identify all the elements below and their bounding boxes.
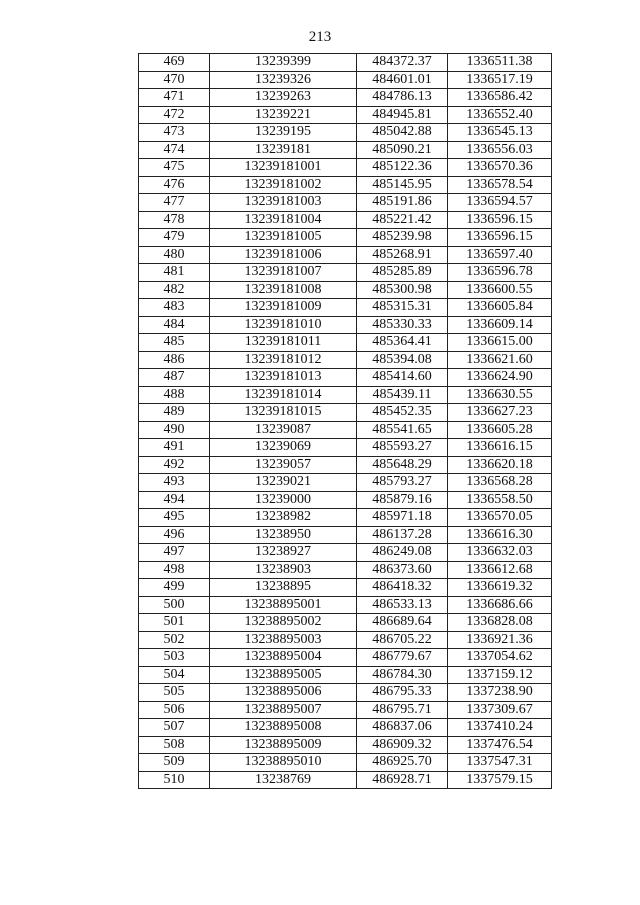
x-coordinate-cell: 485414.60 — [357, 369, 448, 387]
point-id-cell: 13239087 — [210, 421, 357, 439]
point-id-cell: 13239195 — [210, 124, 357, 142]
y-coordinate-cell: 1336570.05 — [448, 509, 552, 527]
row-index-cell: 491 — [139, 439, 210, 457]
point-id-cell: 13239000 — [210, 491, 357, 509]
row-index-cell: 509 — [139, 754, 210, 772]
x-coordinate-cell: 486795.71 — [357, 701, 448, 719]
x-coordinate-cell: 485394.08 — [357, 351, 448, 369]
row-index-cell: 469 — [139, 54, 210, 72]
y-coordinate-cell: 1336556.03 — [448, 141, 552, 159]
y-coordinate-cell: 1336632.03 — [448, 544, 552, 562]
table-row — [139, 701, 552, 719]
y-coordinate-cell: 1337159.12 — [448, 666, 552, 684]
row-index-cell: 485 — [139, 334, 210, 352]
x-coordinate-cell: 485364.41 — [357, 334, 448, 352]
table-row — [139, 351, 552, 369]
row-index-cell: 483 — [139, 299, 210, 317]
table-row — [139, 579, 552, 597]
table-row — [139, 124, 552, 142]
row-index-cell: 507 — [139, 719, 210, 737]
table-row — [139, 754, 552, 772]
point-id-cell: 13239221 — [210, 106, 357, 124]
point-id-cell: 13239399 — [210, 54, 357, 72]
y-coordinate-cell: 1336921.36 — [448, 631, 552, 649]
table-row — [139, 141, 552, 159]
y-coordinate-cell: 1337547.31 — [448, 754, 552, 772]
x-coordinate-cell: 485793.27 — [357, 474, 448, 492]
x-coordinate-cell: 486418.32 — [357, 579, 448, 597]
y-coordinate-cell: 1336616.15 — [448, 439, 552, 457]
y-coordinate-cell: 1336597.40 — [448, 246, 552, 264]
y-coordinate-cell: 1337476.54 — [448, 736, 552, 754]
point-id-cell: 13238895003 — [210, 631, 357, 649]
table-row — [139, 439, 552, 457]
table-row — [139, 71, 552, 89]
point-id-cell: 13238895004 — [210, 649, 357, 667]
row-index-cell: 481 — [139, 264, 210, 282]
x-coordinate-cell: 486909.32 — [357, 736, 448, 754]
y-coordinate-cell: 1336627.23 — [448, 404, 552, 422]
table-row — [139, 246, 552, 264]
x-coordinate-cell: 485300.98 — [357, 281, 448, 299]
x-coordinate-cell: 485971.18 — [357, 509, 448, 527]
row-index-cell: 497 — [139, 544, 210, 562]
table-row — [139, 561, 552, 579]
x-coordinate-cell: 486925.70 — [357, 754, 448, 772]
table-row — [139, 491, 552, 509]
point-id-cell: 13239181 — [210, 141, 357, 159]
x-coordinate-cell: 486137.28 — [357, 526, 448, 544]
row-index-cell: 500 — [139, 596, 210, 614]
x-coordinate-cell: 486779.67 — [357, 649, 448, 667]
x-coordinate-cell: 485090.21 — [357, 141, 448, 159]
row-index-cell: 482 — [139, 281, 210, 299]
y-coordinate-cell: 1336605.28 — [448, 421, 552, 439]
point-id-cell: 13238895 — [210, 579, 357, 597]
table-row — [139, 316, 552, 334]
y-coordinate-cell: 1336586.42 — [448, 89, 552, 107]
row-index-cell: 508 — [139, 736, 210, 754]
table-row — [139, 106, 552, 124]
x-coordinate-cell: 485042.88 — [357, 124, 448, 142]
point-id-cell: 13238903 — [210, 561, 357, 579]
row-index-cell: 477 — [139, 194, 210, 212]
row-index-cell: 484 — [139, 316, 210, 334]
x-coordinate-cell: 485285.89 — [357, 264, 448, 282]
row-index-cell: 480 — [139, 246, 210, 264]
y-coordinate-cell: 1336609.14 — [448, 316, 552, 334]
y-coordinate-cell: 1336616.30 — [448, 526, 552, 544]
y-coordinate-cell: 1336619.32 — [448, 579, 552, 597]
y-coordinate-cell: 1336596.15 — [448, 229, 552, 247]
table-row — [139, 369, 552, 387]
table-row — [139, 229, 552, 247]
y-coordinate-cell: 1336630.55 — [448, 386, 552, 404]
y-coordinate-cell: 1336605.84 — [448, 299, 552, 317]
table-row — [139, 281, 552, 299]
table-row — [139, 526, 552, 544]
row-index-cell: 498 — [139, 561, 210, 579]
point-id-cell: 13238895006 — [210, 684, 357, 702]
y-coordinate-cell: 1336578.54 — [448, 176, 552, 194]
point-id-cell: 13239181009 — [210, 299, 357, 317]
point-id-cell: 13238895008 — [210, 719, 357, 737]
row-index-cell: 489 — [139, 404, 210, 422]
table-row — [139, 159, 552, 177]
point-id-cell: 13239181010 — [210, 316, 357, 334]
table-row — [139, 386, 552, 404]
row-index-cell: 474 — [139, 141, 210, 159]
point-id-cell: 13239181004 — [210, 211, 357, 229]
x-coordinate-cell: 485330.33 — [357, 316, 448, 334]
x-coordinate-cell: 486249.08 — [357, 544, 448, 562]
row-index-cell: 506 — [139, 701, 210, 719]
table-body — [139, 54, 552, 789]
row-index-cell: 501 — [139, 614, 210, 632]
x-coordinate-cell: 485221.42 — [357, 211, 448, 229]
point-id-cell: 13239181007 — [210, 264, 357, 282]
table-row — [139, 649, 552, 667]
x-coordinate-cell: 486705.22 — [357, 631, 448, 649]
point-id-cell: 13238895009 — [210, 736, 357, 754]
row-index-cell: 493 — [139, 474, 210, 492]
row-index-cell: 486 — [139, 351, 210, 369]
table-row — [139, 211, 552, 229]
x-coordinate-cell: 485541.65 — [357, 421, 448, 439]
x-coordinate-cell: 484601.01 — [357, 71, 448, 89]
point-id-cell: 13238769 — [210, 771, 357, 789]
table-row — [139, 299, 552, 317]
row-index-cell: 471 — [139, 89, 210, 107]
row-index-cell: 479 — [139, 229, 210, 247]
point-id-cell: 13238982 — [210, 509, 357, 527]
y-coordinate-cell: 1336552.40 — [448, 106, 552, 124]
x-coordinate-cell: 486689.64 — [357, 614, 448, 632]
table-row — [139, 264, 552, 282]
point-id-cell: 13238950 — [210, 526, 357, 544]
table-row — [139, 596, 552, 614]
table-row — [139, 194, 552, 212]
point-id-cell: 13239181003 — [210, 194, 357, 212]
coordinates-table — [138, 53, 552, 789]
row-index-cell: 510 — [139, 771, 210, 789]
y-coordinate-cell: 1336545.13 — [448, 124, 552, 142]
x-coordinate-cell: 485315.31 — [357, 299, 448, 317]
row-index-cell: 470 — [139, 71, 210, 89]
table-row — [139, 771, 552, 789]
y-coordinate-cell: 1336621.60 — [448, 351, 552, 369]
table-row — [139, 544, 552, 562]
y-coordinate-cell: 1336558.50 — [448, 491, 552, 509]
table-row — [139, 719, 552, 737]
point-id-cell: 13239057 — [210, 456, 357, 474]
y-coordinate-cell: 1336600.55 — [448, 281, 552, 299]
table-row — [139, 474, 552, 492]
point-id-cell: 13238895010 — [210, 754, 357, 772]
y-coordinate-cell: 1337309.67 — [448, 701, 552, 719]
row-index-cell: 472 — [139, 106, 210, 124]
point-id-cell: 13238895002 — [210, 614, 357, 632]
x-coordinate-cell: 486795.33 — [357, 684, 448, 702]
point-id-cell: 13239181011 — [210, 334, 357, 352]
row-index-cell: 492 — [139, 456, 210, 474]
table-row — [139, 614, 552, 632]
table-row — [139, 176, 552, 194]
y-coordinate-cell: 1336511.38 — [448, 54, 552, 72]
row-index-cell: 499 — [139, 579, 210, 597]
x-coordinate-cell: 486784.30 — [357, 666, 448, 684]
row-index-cell: 503 — [139, 649, 210, 667]
x-coordinate-cell: 484945.81 — [357, 106, 448, 124]
table-row — [139, 89, 552, 107]
page-number: 213 — [308, 29, 332, 45]
table-row — [139, 334, 552, 352]
y-coordinate-cell: 1337238.90 — [448, 684, 552, 702]
point-id-cell: 13239181012 — [210, 351, 357, 369]
y-coordinate-cell: 1336624.90 — [448, 369, 552, 387]
row-index-cell: 495 — [139, 509, 210, 527]
point-id-cell: 13238895007 — [210, 701, 357, 719]
x-coordinate-cell: 486928.71 — [357, 771, 448, 789]
y-coordinate-cell: 1337579.15 — [448, 771, 552, 789]
point-id-cell: 13239181006 — [210, 246, 357, 264]
y-coordinate-cell: 1336596.15 — [448, 211, 552, 229]
point-id-cell: 13239181002 — [210, 176, 357, 194]
row-index-cell: 473 — [139, 124, 210, 142]
table-row — [139, 509, 552, 527]
point-id-cell: 13238895001 — [210, 596, 357, 614]
x-coordinate-cell: 484372.37 — [357, 54, 448, 72]
x-coordinate-cell: 485239.98 — [357, 229, 448, 247]
x-coordinate-cell: 485268.91 — [357, 246, 448, 264]
x-coordinate-cell: 485593.27 — [357, 439, 448, 457]
row-index-cell: 504 — [139, 666, 210, 684]
row-index-cell: 502 — [139, 631, 210, 649]
row-index-cell: 475 — [139, 159, 210, 177]
y-coordinate-cell: 1336517.19 — [448, 71, 552, 89]
row-index-cell: 478 — [139, 211, 210, 229]
x-coordinate-cell: 485191.86 — [357, 194, 448, 212]
table-row — [139, 54, 552, 72]
row-index-cell: 505 — [139, 684, 210, 702]
point-id-cell: 13239181001 — [210, 159, 357, 177]
table-row — [139, 666, 552, 684]
x-coordinate-cell: 485439.11 — [357, 386, 448, 404]
x-coordinate-cell: 486373.60 — [357, 561, 448, 579]
x-coordinate-cell: 485145.95 — [357, 176, 448, 194]
row-index-cell: 490 — [139, 421, 210, 439]
y-coordinate-cell: 1336620.18 — [448, 456, 552, 474]
y-coordinate-cell: 1337054.62 — [448, 649, 552, 667]
x-coordinate-cell: 486837.06 — [357, 719, 448, 737]
y-coordinate-cell: 1336596.78 — [448, 264, 552, 282]
y-coordinate-cell: 1336615.00 — [448, 334, 552, 352]
point-id-cell: 13239326 — [210, 71, 357, 89]
point-id-cell: 13239181014 — [210, 386, 357, 404]
table-row — [139, 421, 552, 439]
x-coordinate-cell: 484786.13 — [357, 89, 448, 107]
point-id-cell: 13239021 — [210, 474, 357, 492]
row-index-cell: 476 — [139, 176, 210, 194]
x-coordinate-cell: 485122.36 — [357, 159, 448, 177]
row-index-cell: 496 — [139, 526, 210, 544]
row-index-cell: 487 — [139, 369, 210, 387]
table-row — [139, 736, 552, 754]
point-id-cell: 13238927 — [210, 544, 357, 562]
x-coordinate-cell: 485452.35 — [357, 404, 448, 422]
y-coordinate-cell: 1336686.66 — [448, 596, 552, 614]
x-coordinate-cell: 485879.16 — [357, 491, 448, 509]
point-id-cell: 13239181008 — [210, 281, 357, 299]
y-coordinate-cell: 1336568.28 — [448, 474, 552, 492]
table-row — [139, 684, 552, 702]
y-coordinate-cell: 1336570.36 — [448, 159, 552, 177]
table-row — [139, 631, 552, 649]
table-row — [139, 404, 552, 422]
table-row — [139, 456, 552, 474]
y-coordinate-cell: 1336594.57 — [448, 194, 552, 212]
row-index-cell: 494 — [139, 491, 210, 509]
x-coordinate-cell: 486533.13 — [357, 596, 448, 614]
x-coordinate-cell: 485648.29 — [357, 456, 448, 474]
point-id-cell: 13239263 — [210, 89, 357, 107]
point-id-cell: 13238895005 — [210, 666, 357, 684]
point-id-cell: 13239181005 — [210, 229, 357, 247]
y-coordinate-cell: 1336612.68 — [448, 561, 552, 579]
point-id-cell: 13239181013 — [210, 369, 357, 387]
y-coordinate-cell: 1337410.24 — [448, 719, 552, 737]
point-id-cell: 13239181015 — [210, 404, 357, 422]
point-id-cell: 13239069 — [210, 439, 357, 457]
y-coordinate-cell: 1336828.08 — [448, 614, 552, 632]
row-index-cell: 488 — [139, 386, 210, 404]
